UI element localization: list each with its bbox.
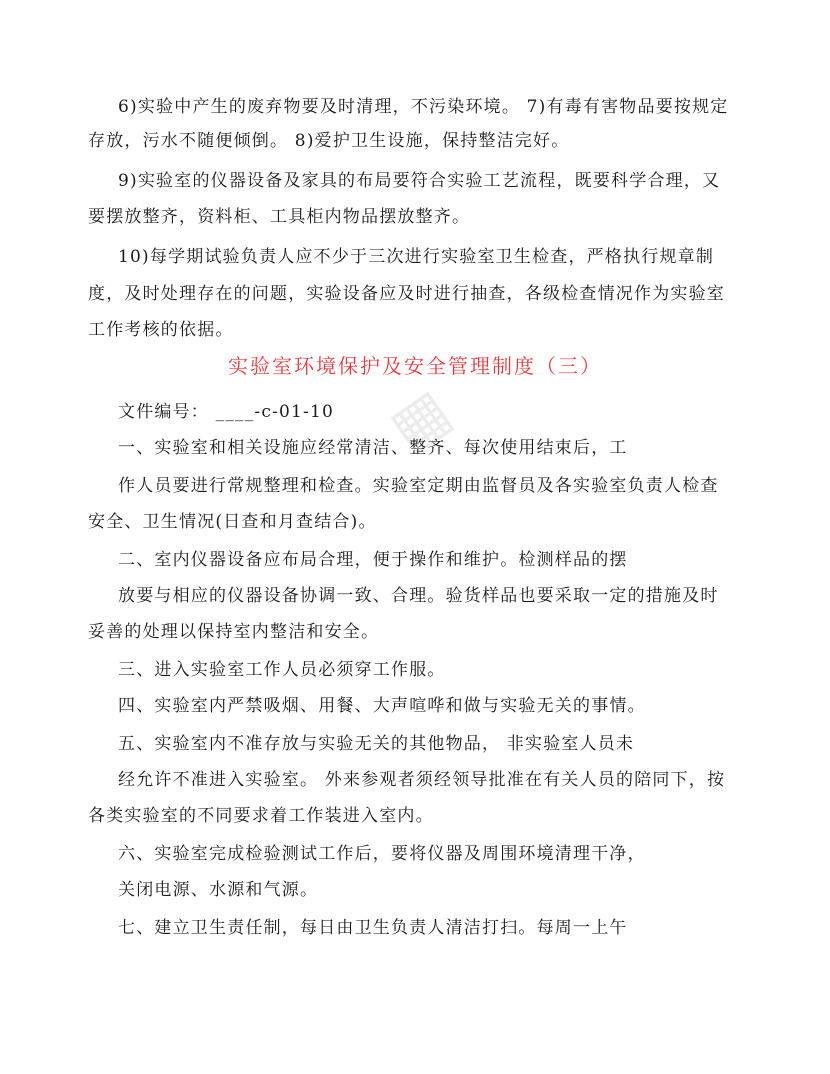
section-title: 实验室环境保护及安全管理制度（三） (228, 354, 602, 378)
text-line: 六、实验室完成检验测试工作后，要将仪器及周围环境清理干净， (118, 844, 646, 864)
text-line: 放要与相应的仪器设备协调一致、合理。验货样品也要采取一定的措施及时 (118, 586, 719, 606)
file-number: 文件编号： ____-c-01-10 (118, 402, 335, 422)
text-line: 存放，污水不随便倾倒。 8)爱护卫生设施，保持整洁完好。 (88, 131, 570, 151)
text-line: 9)实验室的仪器设备及家具的布局要符合实验工艺流程，既要科学合理，又 (118, 171, 721, 191)
text-line: 三、进入实验室工作人员必须穿工作服。 (118, 660, 446, 680)
text-line: 四、实验室内严禁吸烟、用餐、大声喧哗和做与实验无关的事情。 (118, 696, 646, 716)
text-line: 七、建立卫生责任制，每日由卫生负责人清洁打扫。每周一上午 (118, 918, 628, 938)
text-line: 作人员要进行常规整理和检查。实验室定期由监督员及各实验室负责人检查 (118, 476, 719, 496)
text-line: 安全、卫生情况(日查和月查结合)。 (88, 512, 377, 532)
watermark-logo: ▦ (376, 375, 464, 465)
text-line: 工作考核的依据。 (88, 320, 234, 340)
text-line: 各类实验室的不同要求着工作装进入室内。 (88, 806, 434, 826)
text-line: 一、实验室和相关设施应经常清洁、整齐、每次使用结束后，工 (118, 438, 628, 458)
text-line: 经允许不准进入实验室。 外来参观者须经领导批准在有关人员的陪同下，按 (118, 770, 726, 790)
text-line: 二、室内仪器设备应布局合理，便于操作和维护。检测样品的摆 (118, 550, 628, 570)
text-line: 妥善的处理以保持室内整洁和安全。 (88, 622, 380, 642)
text-line: 五、实验室内不准存放与实验无关的其他物品， 非实验室人员未 (118, 734, 635, 754)
text-line: 度，及时处理存在的问题，实验设备应及时进行抽查，各级检查情况作为实验室 (88, 284, 725, 304)
text-line: 6)实验中产生的废弃物要及时清理，不污染环境。 7)有毒有害物品要按规定 (118, 97, 729, 117)
text-line: 10)每学期试验负责人应不少于三次进行实验室卫生检查，严格执行规章制 (118, 247, 715, 267)
text-line: 要摆放整齐，资料柜、工具柜内物品摆放整齐。 (88, 207, 471, 227)
text-line: 关闭电源、水源和气源。 (118, 880, 319, 900)
